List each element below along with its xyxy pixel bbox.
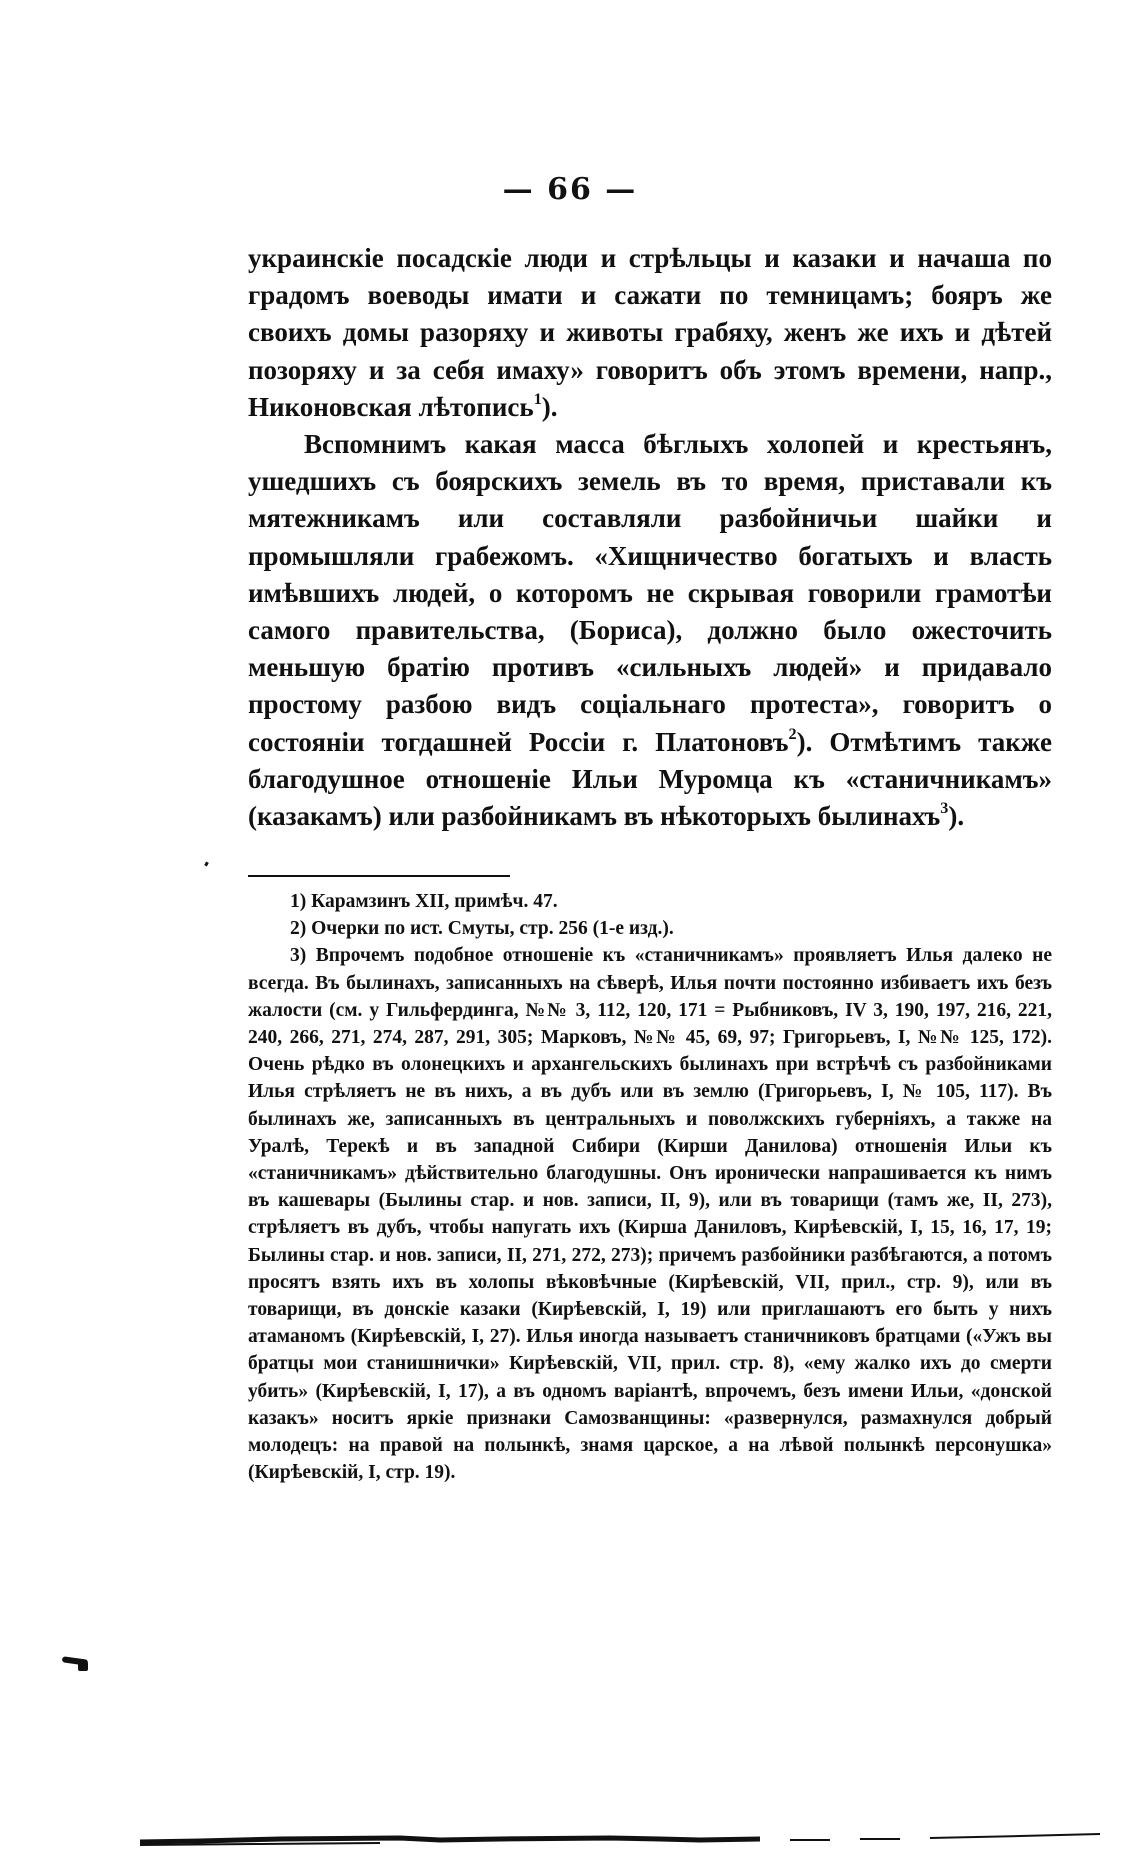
footnote-ref-1: 1 (533, 390, 542, 409)
footnote-ref-3: 3 (940, 799, 949, 818)
main-text (248, 240, 1052, 835)
bottom-scan-edge-dash-3 (930, 1834, 1100, 1838)
bottom-scan-edge (140, 1830, 1120, 1850)
scan-speck-left (204, 862, 209, 867)
paragraph-2-end: ). (948, 801, 965, 832)
paragraph-1 (248, 240, 1052, 426)
bottom-scan-edge-main (140, 1838, 760, 1842)
paragraph-1-text: украинскіе посадскіе люди и стрѣльцы и казаки и начаша по градомъ воеводы имати и сажати по темницамъ; бояръ же своихъ домы разоряху и животы грабяху, женъ же ихъ и дѣтей позоряху и за себя имаху» говоритъ объ этомъ времени, напр., Никоновская лѣтопись (248, 243, 1052, 422)
footnote-1: 1) Карамзинъ XII, примѣч. 47. (290, 891, 558, 912)
paragraph-1-end: ). (541, 391, 558, 422)
footnotes (248, 888, 1052, 1486)
paragraph-2-mid: ). Отмѣтимъ также благодушное отношеніе Ильи Муромца къ «станичникамъ» (казакамъ) или разбойникамъ въ нѣкоторыхъ былинахъ (248, 726, 1052, 832)
footnote-ref-2: 2 (788, 725, 797, 744)
page-number: — 66 — (502, 172, 638, 207)
footnote-3: 3) Впрочемъ подобное отношеніе къ «станичникамъ» проявляетъ Илья далеко не всегда. Въ былинахъ, записанныхъ на сѣверѣ, Илья почти постоянно избиваетъ ихъ безъ жалости (см. у Гильфердинга, №№ 3, 112, 120, 171 = Рыбниковъ, IV 3, 190, 197, 216, 221, 240, 266, 271, 274, 287, 291, 305; Марковъ, №№ 45, 69, 97; Григорьевъ, I, №№ 125, 172). Очень рѣдко въ олонецкихъ и архангельскихъ былинахъ при встрѣчѣ съ разбойниками Илья стрѣляетъ не въ нихъ, а въ дубъ или въ землю (Григорьевъ, I, № 105, 117). Въ былинахъ же, записанныхъ въ центральныхъ и поволжскихъ губерніяхъ, а также на Уралѣ, Терекѣ и въ западной Сибири (Кирши Данилова) отношенія Ильи къ «станичникамъ» дѣйствительно благодушны. Онъ иронически напрашивается къ нимъ въ кашевары (Былины стар. и нов. записи, II, 9), или въ товарищи (тамъ же, II, 273), стрѣляетъ въ дубъ, чтобы напугать ихъ (Кирша Даниловъ, Кирѣевскій, I, 15, 16, 17, 19; Былины стар. и нов. записи, II, 271, 272, 273); причемъ разбойники разбѣгаются, а потомъ просятъ взять ихъ въ холопы вѣковѣчные (Кирѣевскій, VII, прил., стр. 9), или въ товарищи, въ донскіе казаки (Кирѣевскій, I, 19) или приглашаютъ его быть у нихъ атаманомъ (Кирѣевскій, I, 27). Илья иногда называетъ станичниковъ братцами («Ужъ вы братцы мои станишнички» Кирѣевскій, VII, прил. стр. 8), «ему жалко ихъ до смерти убить» (Кирѣевскій, I, 17), а въ одномъ варіантѣ, впрочемъ, безъ имени Ильи, «донской казакъ» носитъ яркіе признаки Самозванщины: «развернулся, размахнулся добрый молодецъ: на правой на полынкѣ, знамя царское, а на лѣвой полынкѣ персонушка» (Кирѣевскій, I, стр. 19). (248, 945, 1052, 1484)
footnote-rule (248, 875, 510, 877)
footnote-2: 2) Очерки по ист. Смуты, стр. 256 (1-е изд.). (290, 918, 674, 940)
paragraph-2-text: Вспомнимъ какая масса бѣглыхъ холопей и крестьянъ, ушедшихъ съ боярскихъ земель въ то время, приставали къ мятежникамъ или составляли разбойничьи шайки и промышляли грабежомъ. «Хищничество богатыхъ и власть имѣвшихъ людей, о которомъ не скрывая говорили грамотѣи самого правительства, (Бориса), должно было ожесточить меньшую братію противъ «сильныхъ людей» и придавало простому разбою видъ соціальнаго протеста», говоритъ о состояніи тогдашней Россіи г. Платоновъ (248, 429, 1052, 757)
paragraph-2 (248, 426, 1052, 835)
scan-mark-margin-tail (78, 1662, 88, 1671)
